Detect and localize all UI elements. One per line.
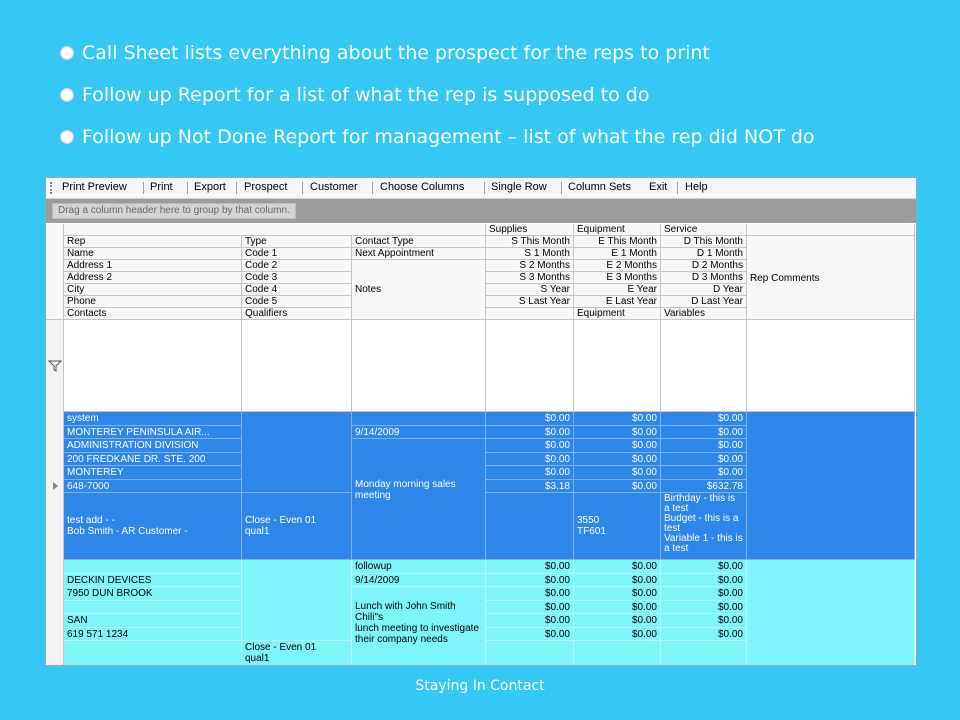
record-name[interactable]: MONTEREY PENINSULA AIR...: [64, 426, 242, 439]
column-header-d-this-month[interactable]: D This Month: [661, 236, 747, 248]
column-header-variables[interactable]: Variables: [661, 308, 747, 320]
filter-cell-equipment[interactable]: [574, 320, 661, 412]
record-next-appointment[interactable]: 9/14/2009: [352, 426, 486, 439]
filter-cell-service[interactable]: [661, 320, 747, 412]
row-pointer-icon: [52, 482, 60, 490]
record-name[interactable]: DECKIN DEVICES: [64, 574, 242, 587]
toolbar-grip-icon[interactable]: [50, 182, 54, 194]
record-city[interactable]: MONTEREY: [64, 466, 242, 480]
toolbar-separator: [302, 182, 303, 194]
record-e-year[interactable]: $0.00: [574, 466, 661, 480]
single-row-button[interactable]: Single Row: [491, 181, 547, 193]
column-header-city[interactable]: City: [64, 284, 242, 296]
column-header-rep-comments[interactable]: Rep Comments: [747, 236, 915, 320]
column-sets-button[interactable]: Column Sets: [568, 181, 631, 193]
record-supplies-blank: [486, 493, 574, 560]
record-type-codes[interactable]: [242, 560, 352, 641]
choose-columns-button[interactable]: Choose Columns: [380, 181, 465, 193]
band-header-blank: [64, 224, 486, 236]
bullet-item: Call Sheet lists everything about the prospect for the reps to print: [60, 38, 940, 80]
filter-cell-supplies[interactable]: [486, 320, 574, 412]
record-e-year[interactable]: $0.00: [574, 614, 661, 628]
record-variables[interactable]: [661, 641, 747, 666]
record-supplies-blank: [486, 641, 574, 666]
record-s-this-month[interactable]: $0.00: [486, 412, 574, 426]
record-type-codes[interactable]: [242, 412, 352, 493]
band-header-supplies[interactable]: Supplies: [486, 224, 574, 236]
record-qualifiers[interactable]: Close - Even 01 qual1: [242, 641, 352, 666]
record-notes[interactable]: Monday morning sales meeting: [352, 439, 486, 560]
column-header-blank: [486, 308, 574, 320]
column-header-qualifiers[interactable]: Qualifiers: [242, 308, 352, 320]
record-rep[interactable]: [64, 560, 242, 574]
toolbar-separator: [372, 182, 373, 194]
record-s-3-months[interactable]: $0.00: [486, 601, 574, 614]
column-header-phone[interactable]: Phone: [64, 296, 242, 308]
column-header-d-last-year[interactable]: D Last Year: [661, 296, 747, 308]
toolbar-separator: [561, 182, 562, 194]
record-d-year[interactable]: $0.00: [661, 614, 747, 628]
bullet-dot-icon: [60, 88, 74, 102]
column-header-s-year[interactable]: S Year: [486, 284, 574, 296]
column-header-d-year[interactable]: D Year: [661, 284, 747, 296]
print-button[interactable]: Print: [150, 181, 173, 193]
column-header-address-2[interactable]: Address 2: [64, 272, 242, 284]
band-header-blank: [747, 224, 915, 236]
record-s-last-year[interactable]: $0.00: [486, 628, 574, 641]
prospect-button[interactable]: Prospect: [244, 181, 288, 193]
column-header-s-3-months[interactable]: S 3 Months: [486, 272, 574, 284]
filter-cell-rep-comments[interactable]: [747, 320, 915, 412]
column-header-s-last-year[interactable]: S Last Year: [486, 296, 574, 308]
column-header-type[interactable]: Type: [242, 236, 352, 248]
toolbar: [46, 178, 916, 199]
record-e-1-month[interactable]: $0.00: [574, 574, 661, 587]
record-address-1[interactable]: 7950 DUN BROOK: [64, 587, 242, 601]
record-phone[interactable]: 619 571 1234: [64, 628, 242, 641]
export-button[interactable]: Export: [194, 181, 226, 193]
record-equipment-list[interactable]: 3550 TF601: [574, 493, 661, 560]
column-header-e-last-year[interactable]: E Last Year: [574, 296, 661, 308]
column-header-code-3[interactable]: Code 3: [242, 272, 352, 284]
record-city[interactable]: SAN: [64, 614, 242, 628]
record-d-3-months[interactable]: $0.00: [661, 601, 747, 614]
filter-cell-col1[interactable]: [64, 320, 242, 412]
group-by-hint: Drag a column header here to group by that column.: [52, 203, 296, 219]
slide-caption: Staying In Contact: [415, 678, 545, 694]
bullet-item: Follow up Report for a list of what the rep is supposed to do: [60, 80, 940, 122]
column-header-next-appointment[interactable]: Next Appointment: [352, 248, 486, 260]
record-s-1-month[interactable]: $0.00: [486, 574, 574, 587]
column-header-e-year[interactable]: E Year: [574, 284, 661, 296]
record-d-year[interactable]: $0.00: [661, 466, 747, 480]
record-d-this-month[interactable]: $0.00: [661, 412, 747, 426]
column-header-e-2-months[interactable]: E 2 Months: [574, 260, 661, 272]
record-d-this-month[interactable]: $0.00: [661, 560, 747, 574]
record-s-2-months[interactable]: $0.00: [486, 439, 574, 453]
column-header-code-5[interactable]: Code 5: [242, 296, 352, 308]
record-d-3-months[interactable]: $0.00: [661, 453, 747, 466]
call-sheet-window: [45, 177, 917, 666]
column-header-code-2[interactable]: Code 2: [242, 260, 352, 272]
group-by-panel[interactable]: [46, 199, 916, 223]
record-e-2-months[interactable]: $0.00: [574, 439, 661, 453]
column-header-d-3-months[interactable]: D 3 Months: [661, 272, 747, 284]
record-rep-comments[interactable]: [747, 412, 915, 560]
toolbar-separator: [484, 182, 485, 194]
record-next-appointment[interactable]: 9/14/2009: [352, 574, 486, 587]
record-d-last-year[interactable]: $0.00: [661, 628, 747, 641]
toolbar-separator: [677, 182, 678, 194]
filter-funnel-icon[interactable]: [48, 360, 62, 372]
column-header-s-2-months[interactable]: S 2 Months: [486, 260, 574, 272]
record-e-this-month[interactable]: $0.00: [574, 412, 661, 426]
record-contacts[interactable]: [64, 641, 242, 666]
column-header-d-1-month[interactable]: D 1 Month: [661, 248, 747, 260]
filter-row-indicator: [46, 320, 64, 412]
column-header-contact-type[interactable]: Contact Type: [352, 236, 486, 248]
toolbar-separator: [143, 182, 144, 194]
column-header-address-1[interactable]: Address 1: [64, 260, 242, 272]
column-header-equipment[interactable]: Equipment: [574, 308, 661, 320]
record-s-3-months[interactable]: $0.00: [486, 453, 574, 466]
column-header-rep[interactable]: Rep: [64, 236, 242, 248]
column-header-e-1-month[interactable]: E 1 Month: [574, 248, 661, 260]
bullet-item: Follow up Not Done Report for management – list of what the rep did NOT do: [60, 122, 940, 164]
record-d-last-year[interactable]: $632.78: [661, 480, 747, 493]
column-header-s-1-month[interactable]: S 1 Month: [486, 248, 574, 260]
column-header-notes[interactable]: Notes: [352, 260, 486, 320]
filter-cell-col3[interactable]: [352, 320, 486, 412]
bullet-dot-icon: [60, 46, 74, 60]
band-header-equipment[interactable]: Equipment: [574, 224, 661, 236]
record-d-2-months[interactable]: $0.00: [661, 439, 747, 453]
column-header-code-1[interactable]: Code 1: [242, 248, 352, 260]
record-s-1-month[interactable]: $0.00: [486, 426, 574, 439]
record-address-2[interactable]: 200 FREDKANE DR. STE. 200: [64, 453, 242, 466]
record-e-last-year[interactable]: $0.00: [574, 628, 661, 641]
record-s-year[interactable]: $0.00: [486, 466, 574, 480]
record-e-1-month[interactable]: $0.00: [574, 426, 661, 439]
record-contacts[interactable]: test add - - Bob Smith - AR Customer -: [64, 493, 242, 560]
help-button[interactable]: Help: [685, 181, 708, 193]
column-header-s-this-month[interactable]: S This Month: [486, 236, 574, 248]
bullet-dot-icon: [60, 130, 74, 144]
record-e-last-year[interactable]: $0.00: [574, 480, 661, 493]
record-qualifiers[interactable]: Close - Even 01 qual1: [242, 493, 352, 560]
print-preview-button[interactable]: Print Preview: [62, 181, 127, 193]
bullet-list: [60, 38, 940, 164]
column-header-contacts[interactable]: Contacts: [64, 308, 242, 320]
column-header-name[interactable]: Name: [64, 248, 242, 260]
record-address-1[interactable]: ADMINISTRATION DIVISION: [64, 439, 242, 453]
record-notes[interactable]: Lunch with John Smith Chili"s lunch meeting to investigate their company needs: [352, 587, 486, 666]
record-s-year[interactable]: $0.00: [486, 614, 574, 628]
record-address-2[interactable]: [64, 601, 242, 614]
record-phone[interactable]: 648-7000: [64, 480, 242, 493]
record-d-1-month[interactable]: $0.00: [661, 426, 747, 439]
record-s-2-months[interactable]: $0.00: [486, 587, 574, 601]
exit-button[interactable]: Exit: [649, 181, 668, 193]
column-header-e-this-month[interactable]: E This Month: [574, 236, 661, 248]
record-variables[interactable]: Birthday - this is a test Budget - this is a test Variable 1 - this is a test: [661, 493, 747, 560]
column-header-d-2-months[interactable]: D 2 Months: [661, 260, 747, 272]
column-header-code-4[interactable]: Code 4: [242, 284, 352, 296]
filter-cell-col2[interactable]: [242, 320, 352, 412]
row-indicator[interactable]: [46, 560, 64, 666]
record-d-1-month[interactable]: $0.00: [661, 574, 747, 587]
toolbar-separator: [187, 182, 188, 194]
record-contact-type[interactable]: [352, 412, 486, 426]
record-s-last-year[interactable]: $3.18: [486, 480, 574, 493]
record-e-this-month[interactable]: $0.00: [574, 560, 661, 574]
record-s-this-month[interactable]: $0.00: [486, 560, 574, 574]
row-indicator[interactable]: [46, 412, 64, 560]
record-e-3-months[interactable]: $0.00: [574, 453, 661, 466]
record-rep-comments[interactable]: [747, 560, 915, 666]
record-e-3-months[interactable]: $0.00: [574, 601, 661, 614]
column-header-e-3-months[interactable]: E 3 Months: [574, 272, 661, 284]
customer-button[interactable]: Customer: [310, 181, 358, 193]
toolbar-separator: [236, 182, 237, 194]
grid-corner: [46, 224, 64, 320]
record-d-2-months[interactable]: $0.00: [661, 587, 747, 601]
record-e-2-months[interactable]: $0.00: [574, 587, 661, 601]
record-rep[interactable]: system: [64, 412, 242, 426]
band-header-service[interactable]: Service: [661, 224, 747, 236]
record-contact-type[interactable]: followup: [352, 560, 486, 574]
record-equipment-list[interactable]: [574, 641, 661, 666]
